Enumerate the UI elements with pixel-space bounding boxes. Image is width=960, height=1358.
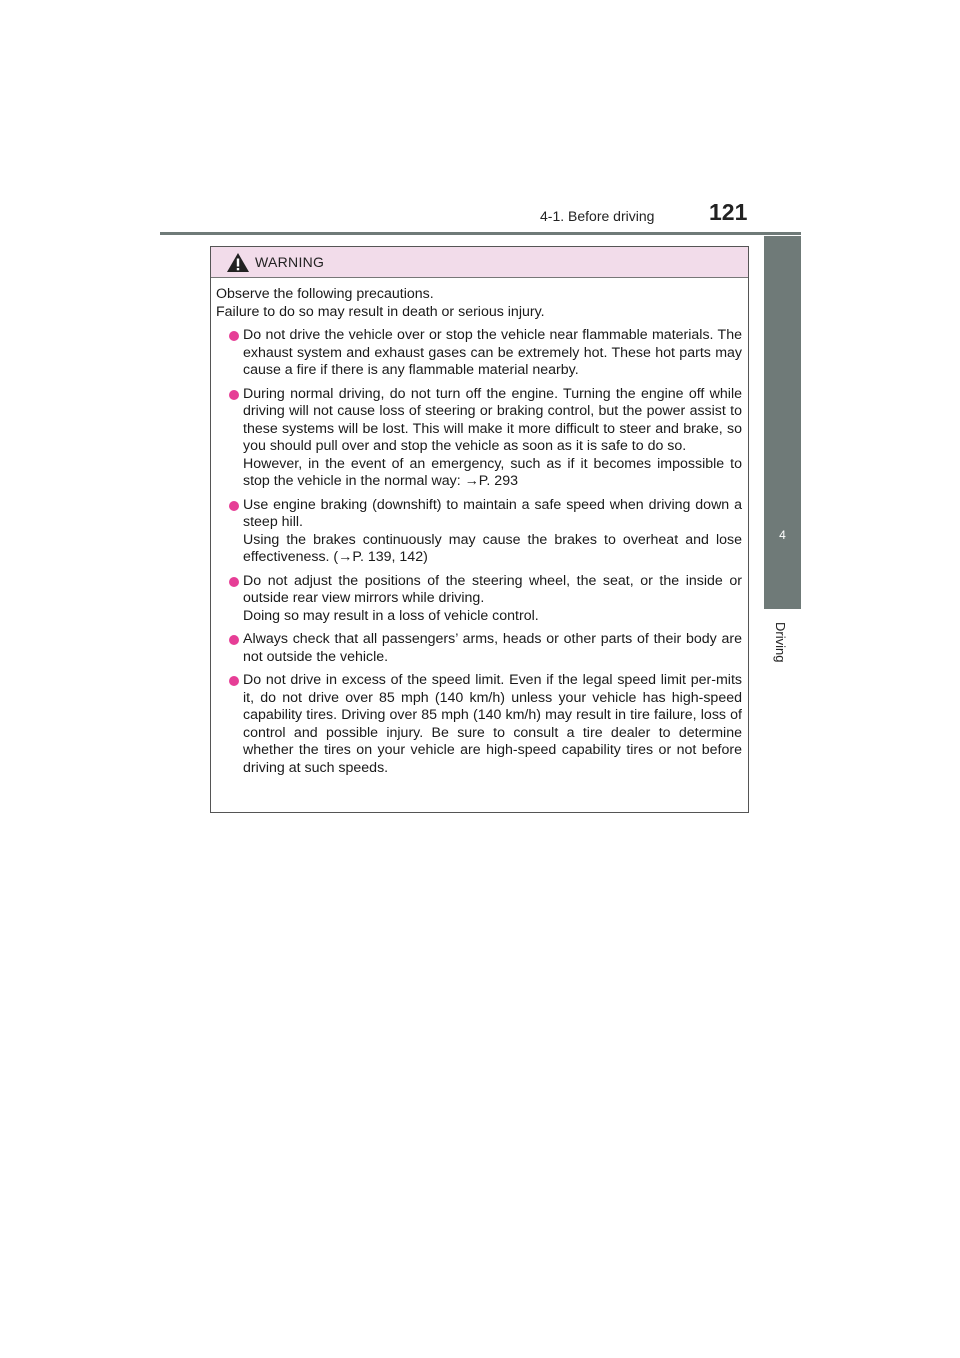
warning-item <box>216 631 742 666</box>
bullet-icon <box>229 331 239 341</box>
chapter-number: 4 <box>779 528 786 542</box>
warning-body <box>211 278 748 777</box>
chapter-label <box>766 622 803 672</box>
warning-item <box>216 386 742 491</box>
header-divider <box>160 232 801 235</box>
warning-item-text: During normal driving, do not turn off the engine. Turning the engine off while driving will not cause loss of steering or braking control, but the power assist to these systems will be lost. This will make it more difficult to steer and brake, so you should pull over and stop the vehicle as soon as it is safe to do so. <box>243 385 742 454</box>
warning-item-text: Using the brakes continuously may cause the brakes to overheat and lose effectiveness. (→P. 139, 142) <box>243 531 742 565</box>
warning-box <box>210 246 749 813</box>
warning-item-text: Always check that all passengers’ arms, heads or other parts of their body are not outside the vehicle. <box>243 631 742 665</box>
warning-item <box>216 327 742 380</box>
warning-title: WARNING <box>255 254 325 270</box>
warning-intro <box>216 286 742 321</box>
warning-item-text: Do not drive the vehicle over or stop the vehicle near flammable materials. The exhaust system and exhaust gases can be extremely hot. These hot parts may cause a fire if there is any flammable material nearby. <box>243 327 742 378</box>
warning-item-text: However, in the event of an emergency, such as if it becomes impossible to stop the vehicle in the normal way: →P. 293 <box>243 455 742 489</box>
warning-item-text: Doing so may result in a loss of vehicle control. <box>243 607 539 624</box>
warning-item-text: Do not drive in excess of the speed limit. Even if the legal speed limit per-mits it, do not drive over 85 mph (140 km/h) unless your vehicle has high-speed capability tires. Driving over 85 mph (140 km/h) may result in tire failure, loss of control and possible injury. Be sure to consult a tire dealer to determine whether the tires on your vehicle are high-speed capability tires or not before driving at such speeds. <box>243 672 742 776</box>
bullet-icon <box>229 676 239 686</box>
warning-item <box>216 573 742 626</box>
warning-item <box>216 672 742 777</box>
warning-header <box>211 247 748 278</box>
warning-item <box>216 497 742 567</box>
bullet-icon <box>229 390 239 400</box>
warning-triangle-icon <box>227 253 249 272</box>
chapter-tab <box>764 236 801 609</box>
chapter-label-text: Driving <box>773 622 788 663</box>
section-title: 4-1. Before driving <box>540 208 655 224</box>
intro-line: Observe the following precautions. <box>216 286 434 302</box>
bullet-icon <box>229 635 239 645</box>
intro-line: Failure to do so may result in death or serious injury. <box>216 303 545 320</box>
warning-item-text: Do not adjust the positions of the steering wheel, the seat, or the inside or outside rear view mirrors while driving. <box>243 572 742 606</box>
warning-item-text: Use engine braking (downshift) to maintain a safe speed when driving down a steep hill. <box>243 496 742 530</box>
bullet-icon <box>229 577 239 587</box>
bullet-icon <box>229 501 239 511</box>
page-number: 121 <box>709 199 748 225</box>
